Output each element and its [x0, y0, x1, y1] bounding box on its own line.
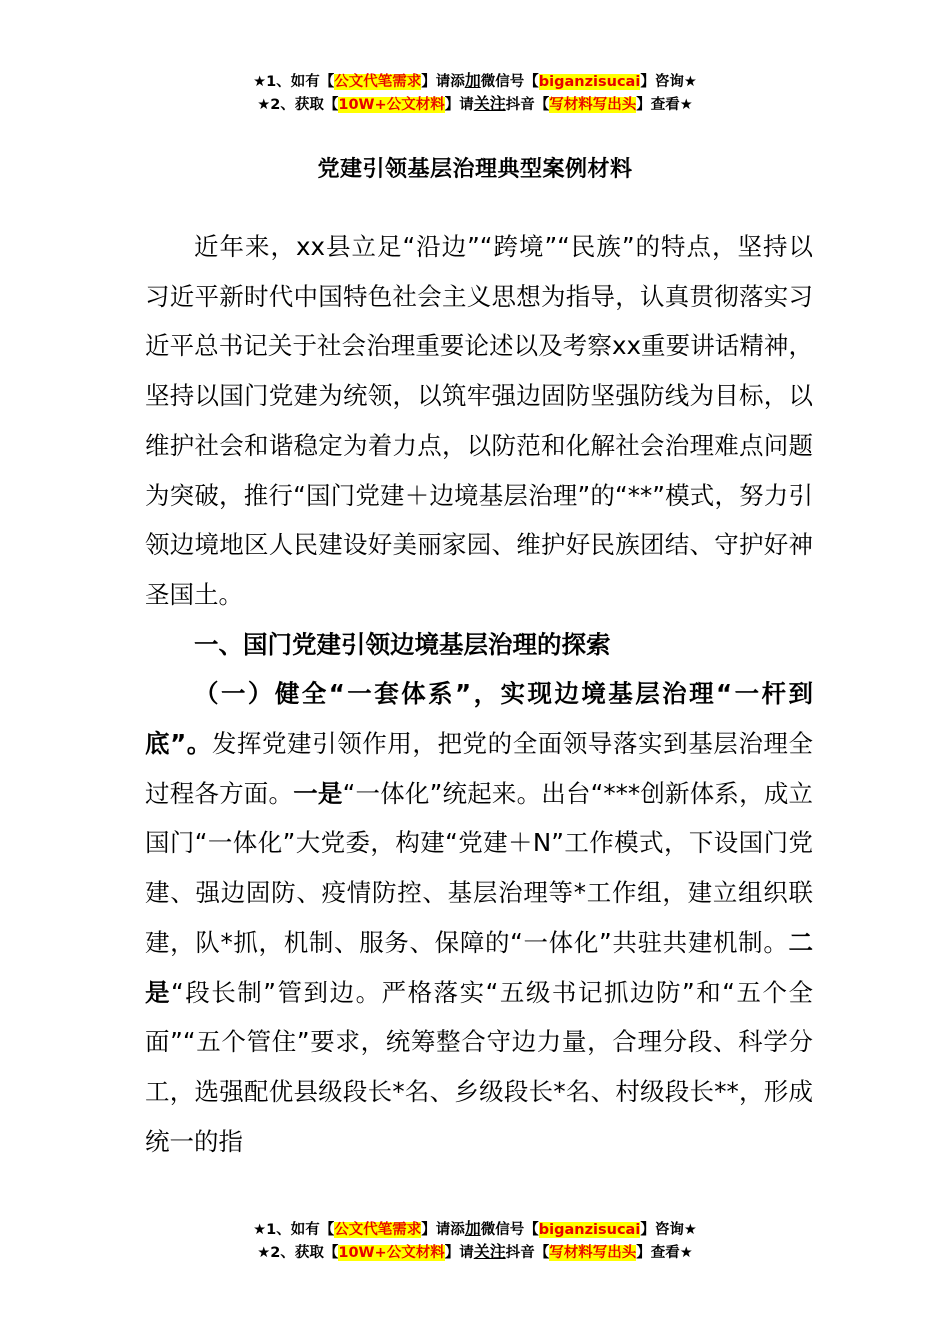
subsection-1-paragraph: （一）健全“一套体系”，实现边境基层治理“一杆到底”。发挥党建引领作用，把党的全面领导落实到基层治理全过程各方面。一是“一体化”统起来。出台“***创新体系，成立国门“一体化”大党委，构建“党建＋N”工作模式，下设国门党建、强边固防、疫情防控、基层治理等*工作组，建立组织联建，队*抓，机制、服务、保障的“一体化”共驻共建机制。二是“段长制”管到边。严格落实“五级书记抓边防”和“五个全面”“五个管住”要求，统筹整合守边力量，合理分段、科学分工，选强配优县级段长*名、乡级段长*名、村级段长**，形成统一的指	[145, 679, 814, 1156]
banner-line-1: ★1、如有【公文代笔需求】请添加微信号【biganzisucai】咨询★	[253, 71, 697, 90]
highlight-douyin: 写材料写出头	[549, 97, 637, 113]
highlight-wechat-id: biganzisucai	[538, 74, 641, 90]
section-1-heading: 一、国门党建引领边境基层治理的探索	[194, 629, 611, 659]
footer-line-1: ★1、如有【公文代笔需求】请添加微信号【biganzisucai】咨询★	[253, 1219, 697, 1238]
intro-paragraph: 近年来，xx县立足“沿边”“跨境”“民族”的特点，坚持以习近平新时代中国特色社会主义思想为指导，认真贯彻落实习近平总书记关于社会治理重要论述以及考察xx重要讲话精神，坚持以国门党建为统领，以筑牢强边固防坚强防线为目标，以维护社会和谐稳定为着力点，以防范和化解社会治理难点问题为突破，推行“国门党建＋边境基层治理”的“**”模式，努力引领边境地区人民建设好美丽家园、维护好民族团结、守护好神圣国土。	[145, 232, 813, 609]
highlight-ghostwriting: 公文代笔需求	[334, 74, 422, 90]
footer-line-2: ★2、获取【10W+公文材料】请关注抖音【写材料写出头】查看★	[257, 1242, 693, 1261]
highlight-materials: 10W+公文材料	[338, 97, 445, 113]
footer-banner	[0, 1218, 950, 1264]
header-banner	[0, 70, 950, 116]
banner-line-2: ★2、获取【10W+公文材料】请关注抖音【写材料写出头】查看★	[257, 94, 693, 113]
document-title: 党建引领基层治理典型案例材料	[317, 157, 633, 182]
document-body	[145, 222, 813, 1166]
subsection-1-heading: （一）健全“一套体系”，实现边境基层治理“一杆到底”。	[145, 679, 813, 759]
